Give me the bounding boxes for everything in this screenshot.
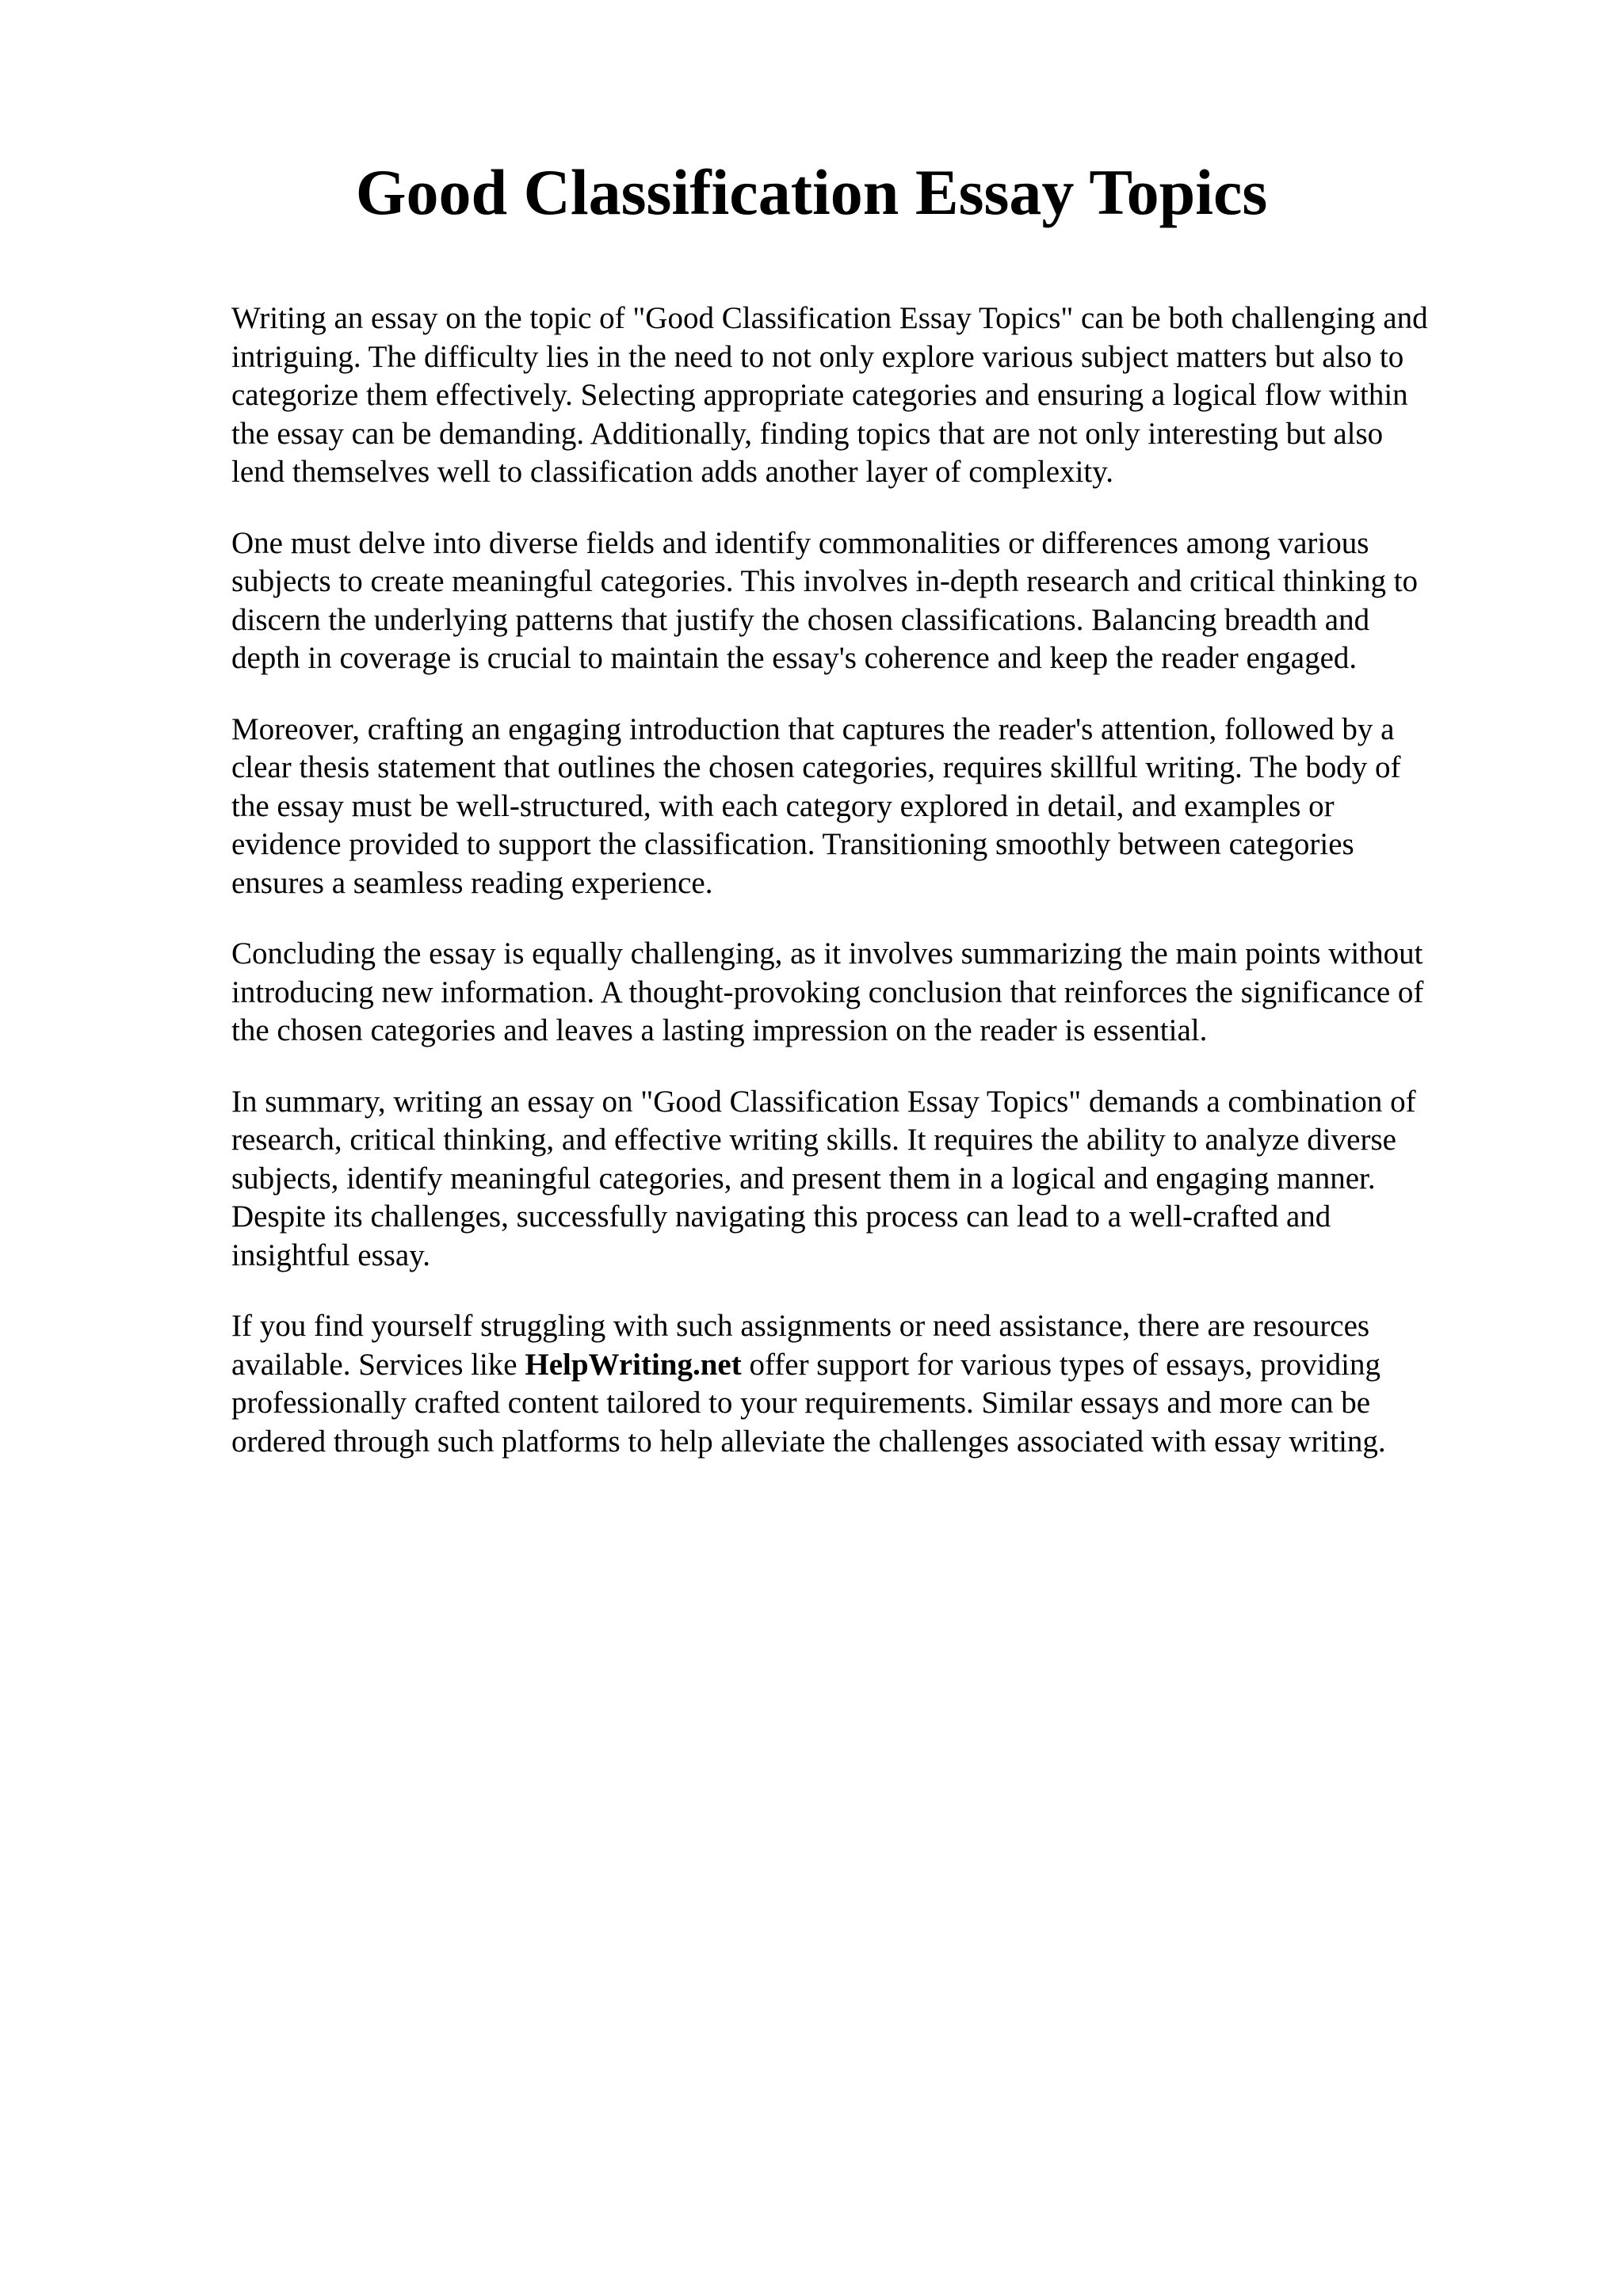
text-line: Writing an essay on the topic of "Good Classification Essay Topics" can be both challenging and xyxy=(231,301,1428,335)
paragraph-6 xyxy=(231,1307,1531,1461)
text-line: professionally crafted content tailored to your requirements. Similar essays and more can be xyxy=(231,1386,1371,1420)
text-line: the chosen categories and leaves a lasting impression on the reader is essential. xyxy=(231,1013,1208,1047)
document-body xyxy=(231,299,1531,1493)
text-line: the essay must be well-structured, with each category explored in detail, and examples or xyxy=(231,788,1335,823)
text-line: insightful essay. xyxy=(231,1238,430,1272)
text-line: ordered through such platforms to help alleviate the challenges associated with essay writing. xyxy=(231,1424,1386,1459)
text-line: Moreover, crafting an engaging introduction that captures the reader's attention, followed by a xyxy=(231,711,1395,746)
text-line: If you find yourself struggling with such assignments or need assistance, there are resources xyxy=(231,1309,1370,1343)
paragraph-1 xyxy=(231,299,1531,492)
text-line: categorize them effectively. Selecting appropriate categories and ensuring a logical flow within xyxy=(231,378,1408,412)
text-line: clear thesis statement that outlines the chosen categories, requires skillful writing. The body of xyxy=(231,750,1401,784)
text-line: Concluding the essay is equally challenging, as it involves summarizing the main points without xyxy=(231,936,1423,971)
text-line: ensures a seamless reading experience. xyxy=(231,865,713,900)
paragraph-5 xyxy=(231,1083,1531,1276)
text-line: intriguing. The difficulty lies in the need to not only explore various subject matters but also to xyxy=(231,339,1404,374)
text-line: the essay can be demanding. Additionally, finding topics that are not only interesting but also xyxy=(231,416,1384,451)
paragraph-2 xyxy=(231,524,1531,678)
text-line-with-link xyxy=(231,1346,1531,1385)
paragraph-3 xyxy=(231,711,1531,903)
line-text-before-link: available. Services like xyxy=(231,1347,525,1382)
text-line: lend themselves well to classification adds another layer of complexity. xyxy=(231,455,1113,489)
text-line: research, critical thinking, and effective writing skills. It requires the ability to analyze diverse xyxy=(231,1123,1396,1157)
paragraph-4 xyxy=(231,935,1531,1051)
text-line: subjects, identify meaningful categories, and present them in a logical and engaging manner. xyxy=(231,1161,1376,1196)
text-line: Despite its challenges, successfully navigating this process can lead to a well-crafted and xyxy=(231,1199,1331,1234)
text-line: depth in coverage is crucial to maintain the essay's coherence and keep the reader engaged. xyxy=(231,641,1358,675)
text-line: discern the underlying patterns that justify the chosen classifications. Balancing breadth and xyxy=(231,602,1370,637)
line-text-after-link: offer support for various types of essays, providing xyxy=(741,1347,1381,1382)
text-line: In summary, writing an essay on "Good Classification Essay Topics" demands a combination of xyxy=(231,1084,1416,1119)
text-line: evidence provided to support the classification. Transitioning smoothly between categories xyxy=(231,827,1354,861)
helpwriting-link[interactable]: HelpWriting.net xyxy=(525,1347,742,1382)
text-line: subjects to create meaningful categories. This involves in-depth research and critical thinking to xyxy=(231,564,1419,598)
page-title: Good Classification Essay Topics xyxy=(355,156,1268,228)
text-line: introducing new information. A thought-provoking conclusion that reinforces the significance of xyxy=(231,974,1424,1009)
text-line: One must delve into diverse fields and identify commonalities or differences among various xyxy=(231,525,1369,560)
